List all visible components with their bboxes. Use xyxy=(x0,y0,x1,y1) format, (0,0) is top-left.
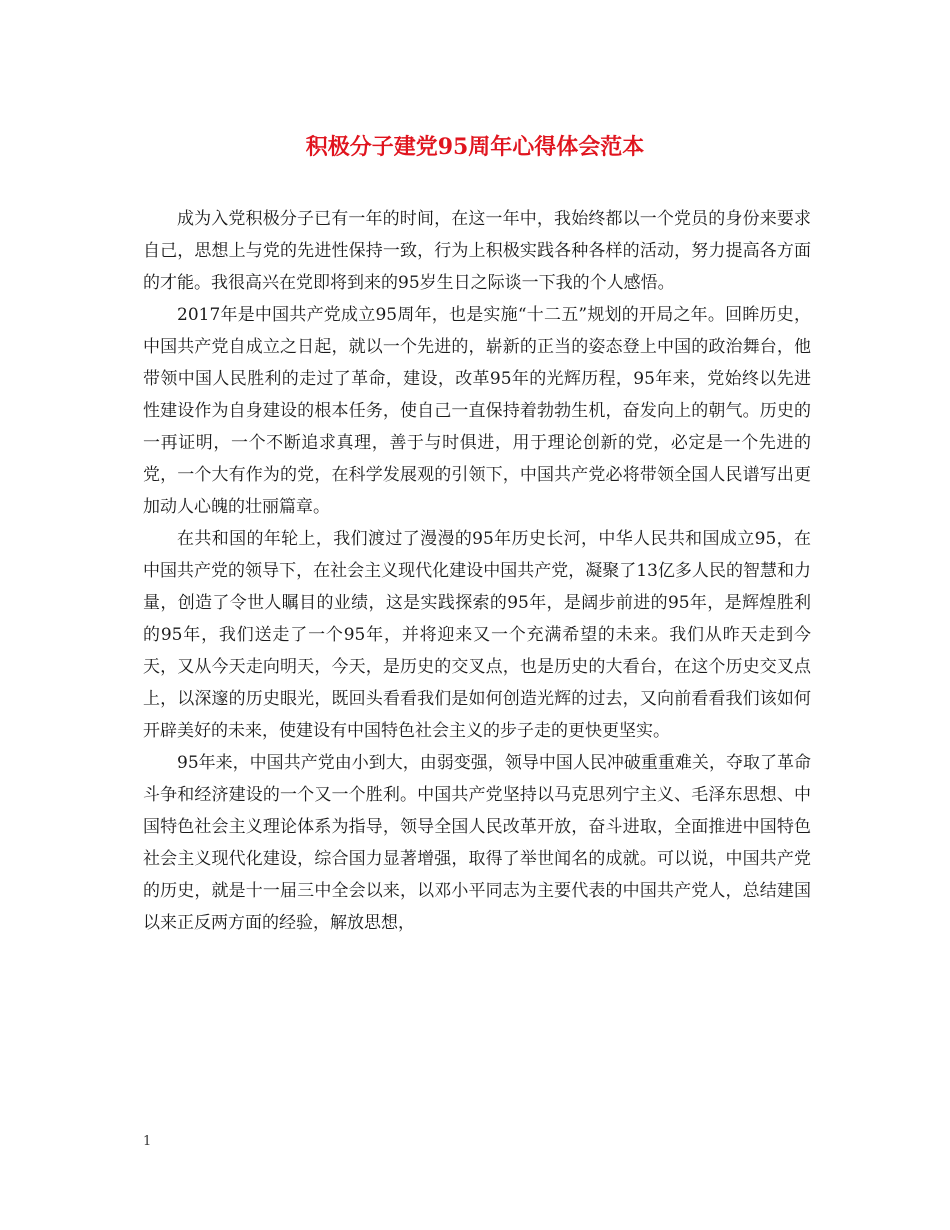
paragraph: 95年来，中国共产党由小到大，由弱变强，领导中国人民冲破重重难关，夺取了革命斗争和经济建设的一个又一个胜利。中国共产党坚持以马克思列宁主义、毛泽东思想、中国特色社会主义理论体系为指导，领导全国人民改革开放，奋斗进取，全面推进中国特色社会主义现代化建设，综合国力显著增强，取得了举世闻名的成就。可以说，中国共产党的历史，就是十一届三中全会以来，以邓小平同志为主要代表的中国共产党人，总结建国以来正反两方面的经验，解放思想， xyxy=(143,753,811,933)
paragraph: 成为入党积极分子已有一年的时间，在这一年中，我始终都以一个党员的身份来要求自己，思想上与党的先进性保持一致，行为上积极实践各种各样的活动，努力提高各方面的才能。我很高兴在党即将到来的95岁生日之际谈一下我的个人感悟。 xyxy=(143,209,811,293)
paragraph: 在共和国的年轮上，我们渡过了漫漫的95年历史长河，中华人民共和国成立95，在中国共产党的领导下，在社会主义现代化建设中国共产党，凝聚了13亿多人民的智慧和力量，创造了令世人瞩目的业绩，这是实践探索的95年，是阔步前进的95年，是辉煌胜利的95年，我们送走了一个95年，并将迎来又一个充满希望的未来。我们从昨天走到今天，又从今天走向明天，今天，是历史的交叉点，也是历史的大看台，在这个历史交叉点上，以深邃的历史眼光，既回头看看我们是如何创造光辉的过去，又向前看看我们该如何开辟美好的未来，使建设有中国特色社会主义的步子走的更快更坚实。 xyxy=(143,529,811,741)
document-title: 积极分子建党95周年心得体会范本 xyxy=(305,134,645,160)
paragraph: 2017年是中国共产党成立95周年，也是实施“十二五”规划的开局之年。回眸历史，中国共产党自成立之日起，就以一个先进的，崭新的正当的姿态登上中国的政治舞台，他带领中国人民胜利的走过了革命，建设，改革95年的光辉历程，95年来，党始终以先进性建设作为自身建设的根本任务，使自己一直保持着勃勃生机，奋发向上的朝气。历史的一再证明，一个不断追求真理，善于与时俱进，用于理论创新的党，必定是一个先进的党，一个大有作为的党，在科学发展观的引领下，中国共产党必将带领全国人民谱写出更加动人心魄的壮丽篇章。 xyxy=(143,305,811,517)
page-number: 1 xyxy=(143,1134,152,1149)
document-body xyxy=(143,203,811,939)
